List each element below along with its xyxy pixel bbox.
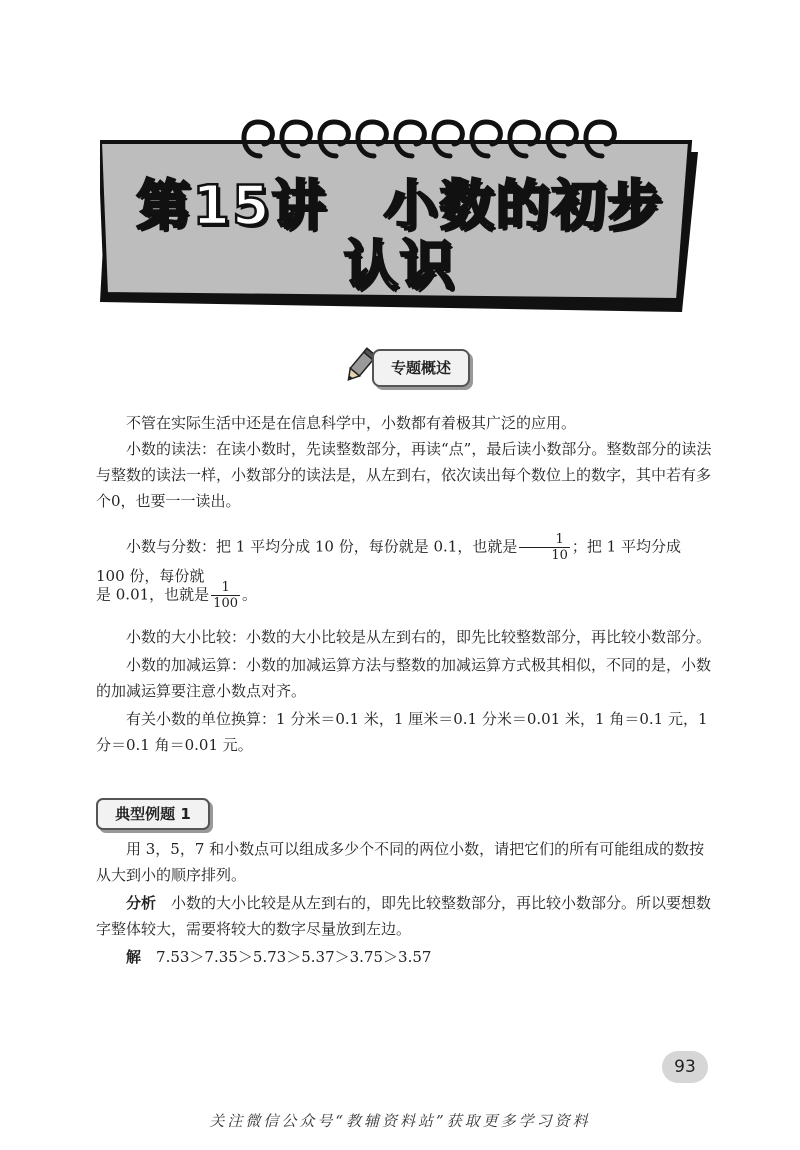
page-title: 第15讲 小数的初步 [136,174,664,237]
fraction-denominator: 100 [213,596,238,611]
analysis-label: 分析 [126,894,157,912]
topic-overview-label: 专题概述 [372,349,470,387]
footer-note: 关注微信公众号“教辅资料站”获取更多学习资料 [209,1112,591,1130]
text-segment: 是 0.01，也就是 [96,585,210,604]
text-segment: 。 [242,585,258,604]
page-title-continued: 认识 [344,234,456,297]
example-question: 用 3，5，7 和小数点可以组成多少个不同的两位小数，请把它们的所有可能组成的数按从大到小的顺序排列。 [96,840,705,884]
page-number: 93 [662,1051,708,1083]
overview-paragraph-3-continued [96,580,712,611]
fraction-numerator: 1 [519,532,570,548]
overview-paragraph-6: 有关小数的单位换算：1 分米＝0.1 米，1 厘米＝0.1 分米＝0.01 米，1 角＝0.1 元，1 分＝0.1 角＝0.01 元。 [96,710,708,754]
overview-paragraph-2: 小数的读法：在读小数时，先读整数部分，再读“点”，最后读小数部分。整数部分的读法与整数的读法一样，小数部分的读法是，从左到右，依次读出每个数位上的数字，其中若有多个0，也要一一读出。 [96,440,712,510]
overview-paragraph-4: 小数的大小比较：小数的大小比较是从左到右的，即先比较整数部分，再比较小数部分。 [126,628,712,646]
example-analysis [96,890,712,942]
example-solution [96,944,712,970]
fraction-one-hundredth [211,580,240,611]
example-label: 典型例题 1 [96,798,210,830]
fraction-denominator: 10 [551,548,568,563]
overview-paragraph-5: 小数的加减运算：小数的加减运算方法与整数的加减运算方式极其相似，不同的是，小数的加减运算要注意小数点对齐。 [96,656,712,700]
text-segment: 小数与分数：把 1 平均分成 10 份，每份就是 0.1，也就是 [126,537,518,556]
analysis-text: 小数的大小比较是从左到右的，即先比较整数部分，再比较小数部分。所以要想数字整体较大，需要将较大的数字尽量放到左边。 [96,894,712,938]
text-segment: ；把 1 平均分成 100 份，每份就 [96,537,681,585]
overview-paragraph-1: 不管在实际生活中还是在信息科学中，小数都有着极其广泛的应用。 [126,414,577,432]
solution-text: 7.53＞7.35＞5.73＞5.37＞3.75＞3.57 [156,948,432,966]
fraction-numerator: 1 [211,580,240,596]
solution-label: 解 [126,948,142,966]
fraction-one-tenth [519,532,570,563]
